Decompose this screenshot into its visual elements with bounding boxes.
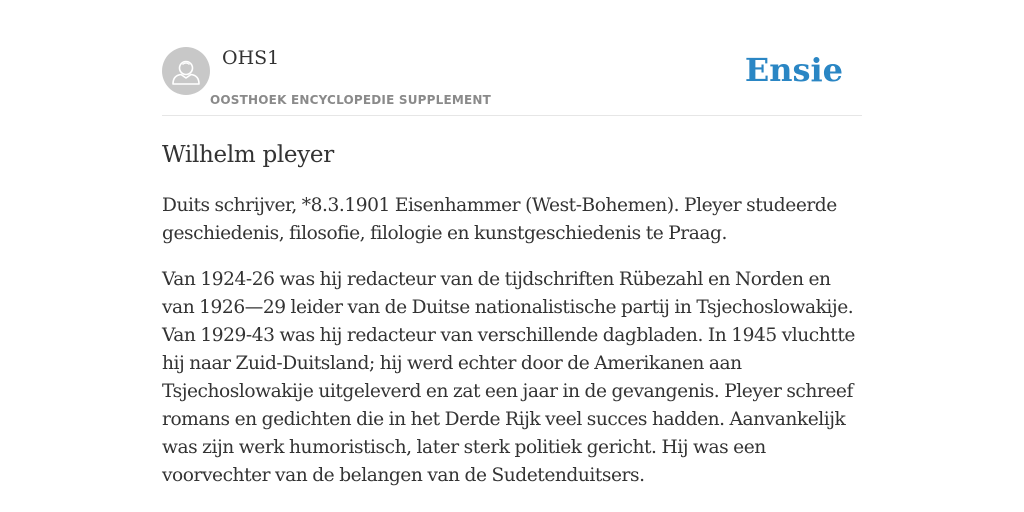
- article-body: [162, 192, 862, 508]
- user-icon: [162, 47, 210, 95]
- ensie-logo[interactable]: Ensie: [744, 51, 843, 89]
- article-paragraph: Van 1924-26 was hij redacteur van de tijdschriften Rübezahl en Norden en van 1926—29 leider van de Duitse nationalistische partij in Tsjechoslowakije. Van 1929-43 was hij redacteur van verschillende dagbladen. In 1945 vluchtte hij naar Zuid-Duitsland; hij werd echter door de Amerikanen aan Tsjechoslowakije uitgeleverd en zat een jaar in de gevangenis. Pleyer schreef romans en gedichten die in het Derde Rijk veel succes hadden. Aanvankelijk was zijn werk humoristisch, later sterk politiek gericht. Hij was een voorvechter van de belangen van de Sudetenduitsers.: [162, 269, 855, 486]
- header-divider: [162, 115, 862, 116]
- page-title: Wilhelm pleyer: [162, 142, 334, 168]
- source-label[interactable]: OOSTHOEK ENCYCLOPEDIE SUPPLEMENT: [210, 93, 492, 107]
- author-avatar[interactable]: [162, 47, 210, 95]
- article-paragraph: Duits schrijver, *8.3.1901 Eisenhammer (West-Bohemen). Pleyer studeerde geschiedenis, filosofie, filologie en kunstgeschiedenis te Praag.: [162, 195, 837, 244]
- author-name[interactable]: OHS1: [222, 47, 280, 69]
